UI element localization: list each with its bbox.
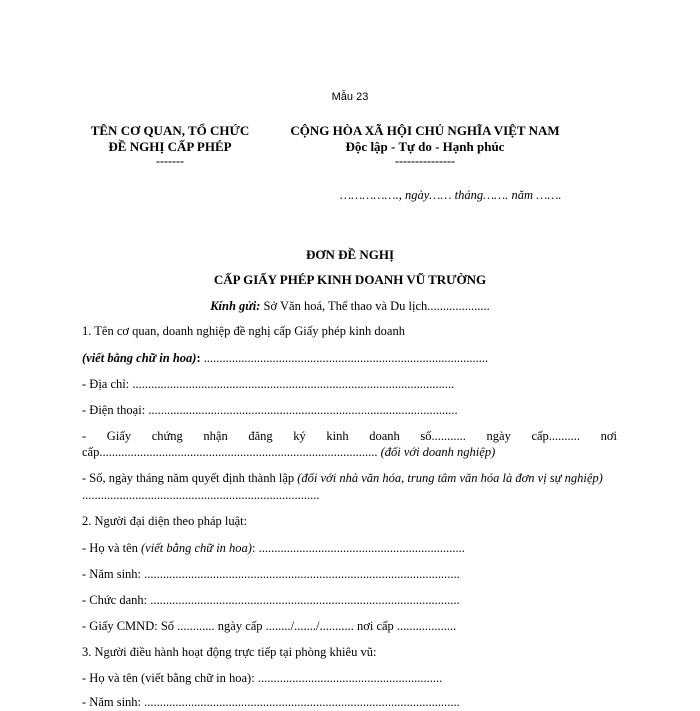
- rep-name-prefix: - Họ và tên: [82, 541, 142, 555]
- decision-label: - Số, ngày tháng năm quyết định thành lập: [82, 471, 298, 485]
- representative-name-field: [82, 540, 617, 557]
- org-name-colon: :: [196, 351, 201, 365]
- section3-heading: 3. Người điều hành hoạt động trực tiếp tại phòng khiêu vũ:: [82, 645, 377, 659]
- national-motto: Độc lập - Tự do - Hạnh phúc: [345, 139, 505, 154]
- establishment-decision-field: [82, 470, 617, 504]
- form-number: Mẫu 23: [331, 91, 369, 103]
- recipient-label: Kính gửi:: [210, 299, 261, 313]
- agency-name-line1: TÊN CƠ QUAN, TỔ CHỨC: [90, 123, 250, 138]
- org-name-dots: ...........................................................................................: [200, 351, 489, 365]
- representative-id-card-field: - Giấy CMND: Số ............ ngày cấp ......../......./........... nơi cấp ...................: [82, 619, 457, 633]
- operator-birth-year-field: - Năm sinh: .....................................................................................................: [82, 695, 460, 709]
- registration-dots: cấp.........................................................................................: [82, 445, 378, 459]
- org-name-field: [82, 350, 617, 367]
- agency-name-line2: ĐỀ NGHỊ CẤP PHÉP: [108, 139, 232, 154]
- document-subtitle: CẤP GIẤY PHÉP KINH DOANH VŨ TRƯỜNG: [213, 272, 487, 287]
- phone-field: - Điện thoại: ...................................................................................................: [82, 403, 458, 417]
- recipient-line: [0, 299, 700, 314]
- section2-heading: 2. Người đại diện theo pháp luật:: [82, 514, 248, 528]
- national-title: CỘNG HÒA XÃ HỘI CHỦ NGHĨA VIỆT NAM: [290, 123, 560, 138]
- decision-dots: ............................................................................: [82, 488, 320, 502]
- business-registration-line2: [82, 444, 617, 461]
- rep-name-note: (viết bằng chữ in hoa): [141, 541, 252, 555]
- representative-birth-year-field: - Năm sinh: .....................................................................................................: [82, 567, 460, 581]
- left-header-divider: -------: [156, 154, 184, 168]
- representative-position-field: - Chức danh: ...................................................................................................: [82, 593, 460, 607]
- recipient-value: Sở Văn hoá, Thể thao và Du lịch....................: [260, 299, 490, 313]
- section1-heading: 1. Tên cơ quan, doanh nghiệp đề nghị cấp Giấy phép kinh doanh: [82, 324, 405, 338]
- registration-note: (đối với doanh nghiệp): [377, 445, 496, 459]
- address-field: - Địa chỉ: .......................................................................................................: [82, 377, 455, 391]
- operator-name-field: - Họ và tên (viết bằng chữ in hoa): ...........................................................: [82, 671, 443, 685]
- document-title: ĐƠN ĐỀ NGHỊ: [305, 247, 395, 262]
- org-name-label: (viết bằng chữ in hoa): [82, 351, 197, 365]
- date-line: ……………., ngày…… tháng……. năm …….: [340, 188, 562, 202]
- business-registration-line1: - Giấy chứng nhận đăng ký kinh doanh số........... ngày cấp.......... nơi: [82, 429, 617, 443]
- right-header-divider: ---------------: [395, 154, 455, 168]
- decision-note: (đối với nhà văn hóa, trung tâm văn hóa là đơn vị sự nghiệp): [297, 471, 603, 485]
- rep-name-dots: : ..................................................................: [251, 541, 465, 555]
